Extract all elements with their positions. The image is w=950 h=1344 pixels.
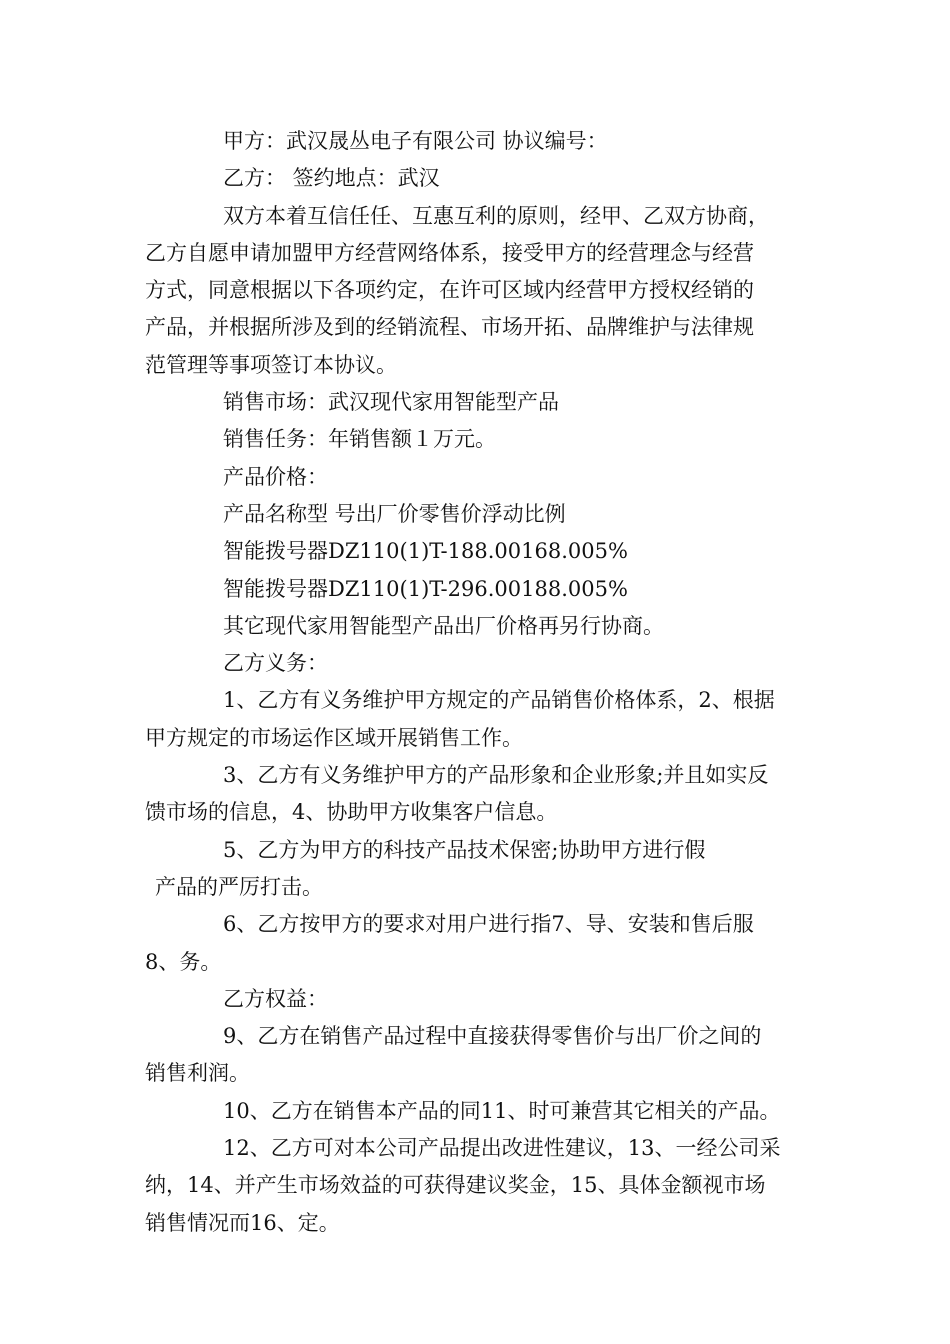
obligation-line-7: 6、乙方按甲方的要求对用户进行指7、导、安装和售后服	[223, 912, 754, 937]
rights-line-4: 12、乙方可对本公司产品提出改进性建议，13、一经公司采	[223, 1136, 781, 1161]
obligation-line-2: 甲方规定的市场运作区域开展销售工作。	[145, 725, 523, 750]
document-body	[145, 123, 805, 1242]
obligation-line-3: 3、乙方有义务维护甲方的产品形象和企业形象;并且如实反	[223, 763, 769, 788]
other-products-line: 其它现代家用智能型产品出厂价格再另行协商。	[223, 613, 664, 638]
rights-line-2: 销售利润。	[145, 1061, 250, 1086]
rights-line-3: 10、乙方在销售本产品的同11、时可兼营其它相关的产品。	[223, 1098, 781, 1123]
party-a-line: 甲方：武汉晟丛电子有限公司 协议编号：	[223, 129, 608, 153]
preamble-line-2: 乙方自愿申请加盟甲方经营网络体系，接受甲方的经营理念与经营	[145, 240, 754, 265]
obligation-line-4: 馈市场的信息，4、协助甲方收集客户信息。	[145, 800, 558, 825]
preamble-line-5: 范管理等事项签订本协议。	[145, 352, 397, 377]
obligation-line-8: 8、务。	[145, 949, 222, 974]
obligation-line-5: 5、乙方为甲方的科技产品技术保密;协助甲方进行假	[223, 837, 706, 862]
rights-line-1: 9、乙方在销售产品过程中直接获得零售价与出厂价之间的	[223, 1024, 762, 1049]
price-row-2: 智能拨号器DZ110(1)T-296.00188.005%	[223, 576, 628, 601]
preamble-line-3: 方式，同意根据以下各项约定，在许可区域内经营甲方授权经销的	[145, 278, 754, 303]
obligations-heading: 乙方义务：	[223, 651, 328, 676]
product-price-heading: 产品价格：	[223, 464, 328, 489]
rights-line-6: 销售情况而16、定。	[145, 1210, 340, 1235]
sales-market-line: 销售市场：武汉现代家用智能型产品	[223, 390, 559, 415]
price-row-1: 智能拨号器DZ110(1)T-188.00168.005%	[223, 539, 628, 564]
rights-heading: 乙方权益：	[223, 986, 328, 1011]
rights-line-5: 纳，14、并产生市场效益的可获得建议奖金，15、具体金额视市场	[145, 1173, 766, 1198]
price-table-header: 产品名称型 号出厂价零售价浮动比例	[223, 501, 566, 526]
preamble-line-1: 双方本着互信任任、互惠互利的原则，经甲、乙双方协商，	[223, 203, 769, 228]
party-b-line: 乙方： 签约地点：武汉	[223, 166, 440, 191]
obligation-line-6: 产品的严厉打击。	[155, 874, 323, 899]
preamble-line-4: 产品，并根据所涉及到的经销流程、市场开拓、品牌维护与法律规	[145, 315, 754, 340]
obligation-line-1: 1、乙方有义务维护甲方规定的产品销售价格体系，2、根据	[223, 688, 775, 713]
sales-target-line: 销售任务：年销售额１万元。	[223, 427, 496, 452]
